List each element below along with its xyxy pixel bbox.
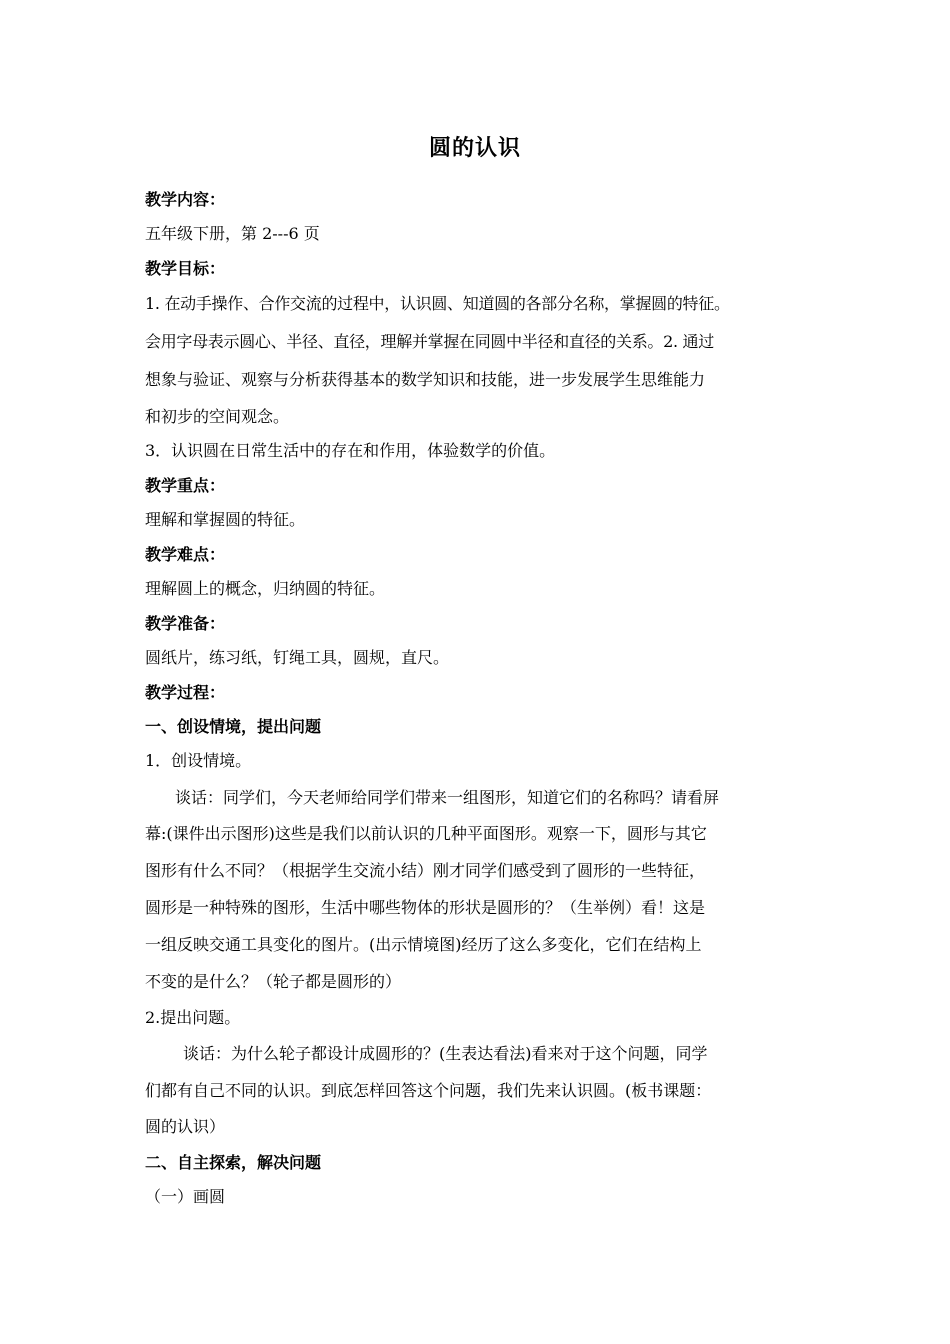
section-heading-content: 教学内容： <box>145 190 226 209</box>
page-title: 圆的认识 <box>428 136 521 161</box>
paragraph-line: 圆的认识） <box>145 1117 226 1136</box>
paragraph-line: 谈话：为什么轮子都设计成圆形的？(生表达看法)看来对于这个问题，同学 <box>183 1044 708 1063</box>
paragraph-line: 五年级下册，第 2---6 页 <box>145 224 320 243</box>
section-heading-process: 教学过程： <box>145 683 226 702</box>
section-heading-difficulties: 教学难点： <box>145 545 226 564</box>
paragraph-line: 理解圆上的概念，归纳圆的特征。 <box>145 579 386 598</box>
subsection-heading-2: 二、自主探索，解决问题 <box>145 1153 322 1172</box>
paragraph-line: 会用字母表示圆心、半径、直径，理解并掌握在同圆中半径和直径的关系。2. 通过 <box>145 332 714 351</box>
section-heading-objectives: 教学目标： <box>145 259 226 278</box>
paragraph-line: 1．创设情境。 <box>145 751 252 770</box>
paragraph-line: 圆纸片，练习纸，钉绳工具，圆规，直尺。 <box>145 648 450 667</box>
paragraph-line: 图形有什么不同？（根据学生交流小结）刚才同学们感受到了圆形的一些特征， <box>145 861 706 880</box>
paragraph-line: 一组反映交通工具变化的图片。(出示情境图)经历了这么多变化，它们在结构上 <box>145 935 702 954</box>
section-heading-preparation: 教学准备： <box>145 614 226 633</box>
paragraph-line: 们都有自己不同的认识。到底怎样回答这个问题，我们先来认识圆。(板书课题： <box>145 1081 712 1100</box>
paragraph-line: 1. 在动手操作、合作交流的过程中，认识圆、知道圆的各部分名称，掌握圆的特征。 <box>145 294 730 313</box>
paragraph-line: 幕:(课件出示图形)这些是我们以前认识的几种平面图形。观察一下，圆形与其它 <box>145 824 707 843</box>
paragraph-line: 圆形是一种特殊的图形，生活中哪些物体的形状是圆形的？（生举例）看！这是 <box>145 898 706 917</box>
paragraph-line: 不变的是什么？（轮子都是圆形的） <box>145 972 402 991</box>
paragraph-line: 2.提出问题。 <box>145 1008 241 1027</box>
paragraph-line: 想象与验证、观察与分析获得基本的数学知识和技能，进一步发展学生思维能力 <box>145 370 706 389</box>
paragraph-line: 3．认识圆在日常生活中的存在和作用，体验数学的价值。 <box>145 441 556 460</box>
paragraph-line: 理解和掌握圆的特征。 <box>145 510 306 529</box>
subsection-heading-1: 一、创设情境，提出问题 <box>145 717 322 736</box>
paragraph-line: （一）画圆 <box>145 1187 226 1206</box>
section-heading-key-points: 教学重点： <box>145 476 226 495</box>
paragraph-line: 和初步的空间观念。 <box>145 407 290 426</box>
paragraph-line: 谈话：同学们，今天老师给同学们带来一组图形，知道它们的名称吗？请看屏 <box>175 788 720 807</box>
